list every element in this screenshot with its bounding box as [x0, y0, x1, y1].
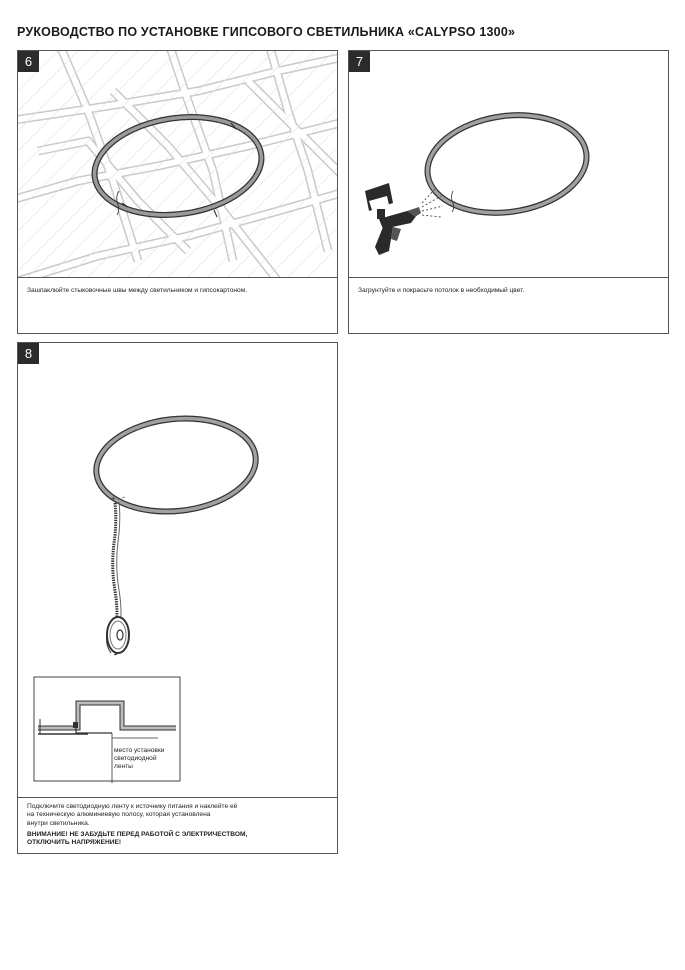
step-8-caption — [27, 803, 247, 847]
step-8-illustration — [18, 343, 337, 798]
step-7-illustration — [349, 51, 668, 278]
step-7-panel — [348, 50, 669, 334]
luminaire-ring-icon — [92, 411, 261, 519]
step-8-caption-line: Подключите светодиодную ленту к источнику питания и наклейте её — [27, 803, 238, 810]
step-6-panel — [17, 50, 338, 334]
wire-minus-label: - — [122, 492, 125, 502]
painting-illustration — [349, 51, 668, 277]
luminaire-ring-icon — [421, 105, 593, 222]
step-number-badge: 8 — [18, 343, 39, 364]
step-number-badge: 6 — [18, 51, 39, 72]
step-6-illustration — [18, 51, 337, 278]
step-8-panel — [17, 342, 338, 854]
detail-label: место установки светодиодной ленты — [114, 747, 165, 770]
step-8-caption-line: внутри светильника. — [27, 819, 90, 827]
step-7-caption: Загрунтуйте и покрасьте потолок в необходимый цвет. — [358, 287, 525, 294]
step-number-badge: 7 — [349, 51, 370, 72]
wiring-illustration — [18, 343, 337, 797]
step-8-warning: ВНИМАНИЕ! НЕ ЗАБУДЬТЕ ПЕРЕД РАБОТОЙ С ЭЛЕКТРИЧЕСТВОМ, ОТКЛЮЧИТЬ НАПРЯЖЕНИЕ! — [27, 830, 248, 847]
wire-plus-label: + — [111, 494, 116, 503]
step-8-caption-line: на техническую алюминиевую полосу, которая установлена — [27, 811, 211, 819]
spray-gun-icon — [365, 183, 421, 255]
led-strip-reel-icon — [107, 502, 130, 655]
step-6-caption: Зашпаклюйте стыковочные швы между светильником и гипсокартоном. — [27, 287, 248, 294]
ceiling-grid-illustration — [18, 51, 337, 277]
page-title: РУКОВОДСТВО ПО УСТАНОВКЕ ГИПСОВОГО СВЕТИЛЬНИКА «CALYPSO 1300» — [17, 25, 516, 39]
